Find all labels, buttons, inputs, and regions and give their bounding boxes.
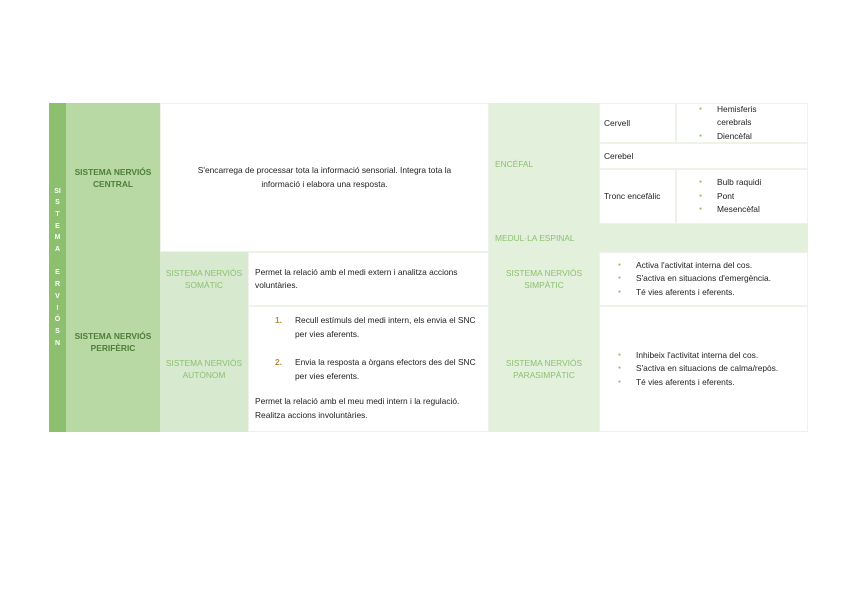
central-header-cell	[66, 103, 160, 252]
medulla-cell	[489, 224, 629, 252]
list-item: ● Activa l'activitat interna del cos.	[614, 259, 771, 273]
step-text: Envia la resposta a òrgans efectors des del SNC per vies eferents.	[295, 357, 476, 381]
vertical-title-letter: N	[54, 339, 61, 347]
vertical-title-letter: E	[55, 222, 60, 230]
vertical-title-letter: Ó	[54, 316, 61, 324]
cervell-cell	[599, 103, 676, 143]
somatic-label: SISTEMA NERVIÓS SOMÀTIC	[165, 268, 243, 290]
medulla-label: MEDUL·LA ESPINAL	[495, 233, 575, 243]
vertical-title-letter: E	[55, 269, 60, 277]
tronc-items	[695, 176, 761, 217]
list-item: ● Té vies aferents i eferents.	[614, 376, 778, 390]
list-item: ● S'activa en situacions de calma/repòs.	[614, 362, 778, 376]
vertical-title-letter: A	[54, 246, 61, 254]
list-item: ● Pont	[695, 190, 761, 204]
step-number: 1.	[275, 315, 282, 325]
step-text: Recull estímuls del medi intern, els envia el SNC per vies aferents.	[295, 315, 476, 339]
simpatic-label: SISTEMA NERVIÓS SIMPÀTIC	[505, 268, 583, 290]
central-header: SISTEMA NERVIÓS CENTRAL	[74, 166, 152, 189]
vertical-title-letter: R	[54, 281, 61, 289]
periferic-header-cell	[66, 252, 160, 432]
periferic-header: SISTEMA NERVIÓS PERIFÈRIC	[74, 331, 152, 353]
vertical-title-letter: T	[55, 210, 60, 218]
cerebel-cell	[599, 143, 808, 169]
list-item: ● Inhibeix l'activitat interna del cos.	[614, 349, 778, 363]
autonom-steps	[255, 313, 482, 383]
step-number: 2.	[275, 357, 282, 367]
central-description-cell	[160, 103, 489, 252]
simpatic-label-cell	[489, 252, 599, 306]
list-item	[255, 313, 482, 341]
simpatic-items	[614, 259, 771, 300]
vertical-title-letter: V	[55, 292, 60, 300]
list-item	[255, 355, 482, 383]
autonom-label: SISTEMA NERVIÓS AUTÒNOM	[165, 358, 243, 380]
tronc-label: Tronc encefàlic	[604, 191, 661, 201]
vertical-title-letter: M	[54, 234, 61, 242]
somatic-description: Permet la relació amb el medi extern i analitza accions voluntàries.	[255, 266, 458, 290]
autonom-label-cell	[160, 306, 248, 432]
central-description: S'encarrega de processar tota la informació sensorial. Integra tota la informació i elabora una resposta.	[197, 165, 452, 189]
parasimpatic-items-cell	[599, 306, 808, 432]
encefal-label: ENCÈFAL	[495, 158, 534, 169]
cervell-label: Cervell	[604, 117, 631, 128]
list-item: ● Hemisferis cerebrals	[695, 103, 789, 130]
cervell-items-cell	[676, 103, 808, 143]
list-item: ● S'activa en situacions d'emergència.	[614, 272, 771, 286]
simpatic-items-cell	[599, 252, 808, 306]
vertical-title-letter: S	[55, 199, 60, 207]
list-item: ● Mesencèfal	[695, 203, 761, 217]
autonom-desc-cell	[248, 306, 489, 432]
autonom-description: Permet la relació amb el meu medi intern i la regulació. Realitza accions involuntàries.	[255, 396, 460, 420]
somatic-desc-cell	[248, 252, 489, 306]
vertical-title-letter: S	[55, 328, 60, 335]
parasimpatic-items	[614, 349, 778, 390]
vertical-title-letter: SI	[54, 187, 61, 195]
list-item: ● Té vies aferents i eferents.	[614, 286, 771, 300]
somatic-label-cell	[160, 252, 248, 306]
list-item: ● Diencèfal	[695, 130, 789, 144]
tronc-items-cell	[676, 169, 808, 224]
cervell-items	[695, 103, 789, 144]
encefal-cell	[489, 103, 599, 224]
cerebel-label: Cerebel	[604, 150, 634, 161]
parasimpatic-label: SISTEMA NERVIÓS PARASIMPÀTIC	[505, 358, 583, 380]
vertical-title-letter: I	[56, 304, 59, 312]
list-item: ● Bulb raquidi	[695, 176, 761, 190]
vertical-title	[49, 103, 66, 432]
parasimpatic-label-cell	[489, 306, 599, 432]
tronc-cell	[599, 169, 676, 224]
